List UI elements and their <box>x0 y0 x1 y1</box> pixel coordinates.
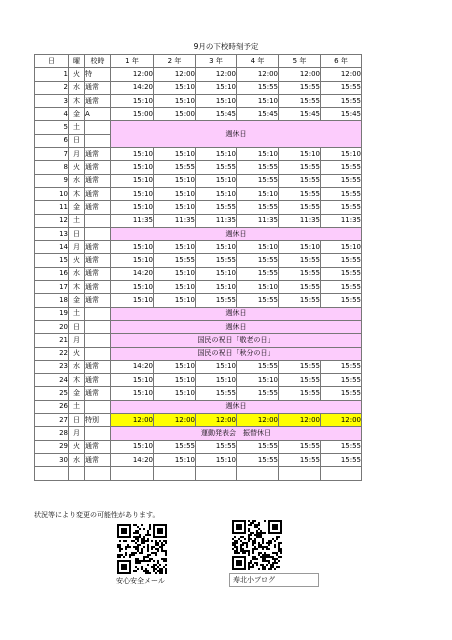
cell-weekday: 日 <box>69 320 85 333</box>
cell-time: 12:00 <box>154 414 196 427</box>
cell-time: 15:10 <box>154 374 196 387</box>
table-row <box>35 161 362 174</box>
cell-time: 15:55 <box>279 81 321 94</box>
cell-period-type <box>85 320 111 333</box>
cell-time: 15:10 <box>154 201 196 214</box>
qr-code-icon[interactable] <box>232 520 282 570</box>
cell-time: 15:55 <box>321 440 362 453</box>
cell-time: 15:10 <box>237 374 279 387</box>
cell-day: 29 <box>35 440 69 453</box>
cell-time: 15:45 <box>321 108 362 121</box>
col-header-day: 日 <box>35 55 69 68</box>
cell-weekday: 金 <box>69 294 85 307</box>
table-row <box>35 360 362 373</box>
cell-time: 15:10 <box>111 161 154 174</box>
cell-time: 15:10 <box>321 148 362 161</box>
cell-time: 15:55 <box>237 387 279 400</box>
cell-weekday: 土 <box>69 400 85 413</box>
cell-weekday: 木 <box>69 281 85 294</box>
cell-time: 15:55 <box>237 174 279 187</box>
col-header-grade1: 1 年 <box>111 55 154 68</box>
cell-time: 12:00 <box>237 414 279 427</box>
table-row <box>35 254 362 267</box>
qr-caption-blog: 寿北小ブログ <box>229 573 319 587</box>
cell-time: 15:55 <box>196 161 237 174</box>
cell-empty <box>69 467 85 480</box>
footnote: 状況等により変更の可能性があります。 <box>34 511 160 519</box>
cell-weekday: 火 <box>69 254 85 267</box>
cell-weekday: 木 <box>69 187 85 200</box>
cell-weekday: 水 <box>69 81 85 94</box>
cell-period-type: 通常 <box>85 187 111 200</box>
cell-time: 15:55 <box>279 360 321 373</box>
cell-period-type: 特 <box>85 68 111 81</box>
cell-note: 週休日 <box>111 320 362 333</box>
cell-time: 11:35 <box>196 214 237 227</box>
cell-weekday: 金 <box>69 387 85 400</box>
cell-weekday: 月 <box>69 427 85 440</box>
cell-note: 週休日 <box>111 307 362 320</box>
cell-day: 2 <box>35 81 69 94</box>
qr-caption-mail: 安心安全メール <box>116 577 165 585</box>
cell-time: 15:55 <box>321 387 362 400</box>
cell-day: 8 <box>35 161 69 174</box>
table-row <box>35 267 362 280</box>
cell-weekday: 金 <box>69 108 85 121</box>
cell-time: 15:55 <box>196 387 237 400</box>
cell-period-type: 通常 <box>85 281 111 294</box>
cell-day: 12 <box>35 214 69 227</box>
cell-empty <box>154 467 196 480</box>
cell-time: 15:55 <box>196 201 237 214</box>
table-row <box>35 400 362 413</box>
cell-time: 15:55 <box>279 267 321 280</box>
cell-empty <box>237 467 279 480</box>
cell-time: 15:10 <box>111 374 154 387</box>
cell-time: 15:55 <box>321 81 362 94</box>
cell-weekday: 火 <box>69 347 85 360</box>
cell-time: 15:55 <box>321 254 362 267</box>
col-header-grade6: 6 年 <box>321 55 362 68</box>
cell-day: 20 <box>35 320 69 333</box>
cell-day: 27 <box>35 414 69 427</box>
cell-time: 15:55 <box>237 267 279 280</box>
cell-time: 15:10 <box>196 174 237 187</box>
header-row <box>35 55 362 68</box>
cell-time: 15:10 <box>111 94 154 107</box>
cell-weekday: 木 <box>69 374 85 387</box>
cell-weekday: 土 <box>69 307 85 320</box>
cell-time: 15:10 <box>196 360 237 373</box>
cell-period-type <box>85 214 111 227</box>
cell-weekday: 土 <box>69 214 85 227</box>
cell-note: 週休日 <box>111 227 362 240</box>
table-row <box>35 121 362 134</box>
cell-weekday: 金 <box>69 201 85 214</box>
table-row <box>35 174 362 187</box>
cell-time: 12:00 <box>321 68 362 81</box>
table-row <box>35 68 362 81</box>
table-row <box>35 94 362 107</box>
cell-empty <box>196 467 237 480</box>
cell-time: 15:10 <box>196 81 237 94</box>
cell-time: 15:10 <box>111 241 154 254</box>
cell-time: 15:55 <box>237 161 279 174</box>
cell-time: 15:55 <box>279 440 321 453</box>
table-row <box>35 281 362 294</box>
cell-time: 12:00 <box>196 414 237 427</box>
schedule-body <box>35 68 362 480</box>
cell-time: 11:35 <box>279 214 321 227</box>
col-header-dow: 曜 <box>69 55 85 68</box>
cell-day: 18 <box>35 294 69 307</box>
cell-time: 15:55 <box>321 187 362 200</box>
cell-time: 15:55 <box>279 387 321 400</box>
table-row <box>35 320 362 333</box>
cell-period-type <box>85 334 111 347</box>
cell-weekday: 水 <box>69 267 85 280</box>
cell-period-type: 通常 <box>85 174 111 187</box>
cell-time: 15:55 <box>321 267 362 280</box>
cell-time: 15:55 <box>321 360 362 373</box>
cell-note: 国民の祝日「敬老の日」 <box>111 334 362 347</box>
cell-time: 15:55 <box>237 360 279 373</box>
cell-period-type: 特別 <box>85 414 111 427</box>
cell-time: 15:10 <box>279 241 321 254</box>
cell-time: 15:10 <box>237 281 279 294</box>
col-header-grade2: 2 年 <box>154 55 196 68</box>
table-row <box>35 294 362 307</box>
table-row <box>35 214 362 227</box>
cell-day: 28 <box>35 427 69 440</box>
cell-time: 15:55 <box>237 201 279 214</box>
cell-period-type: 通常 <box>85 201 111 214</box>
cell-time: 15:10 <box>154 187 196 200</box>
cell-period-type: 通常 <box>85 440 111 453</box>
cell-weekday: 月 <box>69 148 85 161</box>
cell-period-type <box>85 307 111 320</box>
cell-time: 15:00 <box>111 108 154 121</box>
cell-time: 15:55 <box>279 201 321 214</box>
cell-time: 15:45 <box>237 108 279 121</box>
cell-time: 15:10 <box>154 267 196 280</box>
page-title: 9月の下校時刻予定 <box>193 42 259 51</box>
cell-period-type: 通常 <box>85 453 111 466</box>
cell-time: 15:55 <box>279 374 321 387</box>
col-header-period: 校時 <box>85 55 111 68</box>
cell-time: 15:10 <box>154 94 196 107</box>
cell-day: 15 <box>35 254 69 267</box>
cell-weekday: 日 <box>69 414 85 427</box>
cell-period-type: A <box>85 108 111 121</box>
schedule-table <box>34 54 362 481</box>
cell-period-type: 通常 <box>85 294 111 307</box>
cell-weekday: 木 <box>69 94 85 107</box>
cell-time: 15:10 <box>154 281 196 294</box>
cell-time: 15:55 <box>321 281 362 294</box>
cell-time: 15:55 <box>154 254 196 267</box>
cell-time: 15:55 <box>237 453 279 466</box>
cell-time: 12:00 <box>237 68 279 81</box>
cell-period-type: 通常 <box>85 148 111 161</box>
cell-empty <box>321 467 362 480</box>
cell-time: 15:10 <box>111 294 154 307</box>
cell-day: 26 <box>35 400 69 413</box>
cell-weekday: 月 <box>69 241 85 254</box>
col-header-grade3: 3 年 <box>196 55 237 68</box>
cell-time: 15:10 <box>154 174 196 187</box>
cell-period-type <box>85 347 111 360</box>
cell-empty <box>35 467 69 480</box>
cell-time: 12:00 <box>111 68 154 81</box>
cell-weekday: 日 <box>69 227 85 240</box>
cell-time: 15:00 <box>154 108 196 121</box>
table-row-empty <box>35 467 362 480</box>
cell-time: 15:55 <box>237 254 279 267</box>
cell-day: 6 <box>35 134 69 147</box>
table-row <box>35 307 362 320</box>
cell-time: 15:55 <box>279 453 321 466</box>
cell-empty <box>85 467 111 480</box>
table-row <box>35 241 362 254</box>
cell-time: 15:55 <box>279 187 321 200</box>
cell-time: 15:10 <box>154 81 196 94</box>
cell-day: 16 <box>35 267 69 280</box>
cell-period-type <box>85 227 111 240</box>
cell-day: 11 <box>35 201 69 214</box>
qr-code-icon[interactable] <box>117 524 167 574</box>
table-row <box>35 427 362 440</box>
cell-weekday: 月 <box>69 334 85 347</box>
cell-time: 15:10 <box>196 374 237 387</box>
cell-day: 1 <box>35 68 69 81</box>
cell-period-type: 通常 <box>85 94 111 107</box>
cell-time: 14:20 <box>111 81 154 94</box>
cell-period-type: 通常 <box>85 360 111 373</box>
cell-time: 15:10 <box>237 187 279 200</box>
cell-time: 15:10 <box>111 148 154 161</box>
cell-time: 15:10 <box>237 94 279 107</box>
cell-time: 15:55 <box>279 161 321 174</box>
cell-time: 15:10 <box>196 148 237 161</box>
table-row <box>35 334 362 347</box>
cell-period-type: 通常 <box>85 81 111 94</box>
cell-day: 4 <box>35 108 69 121</box>
cell-time: 12:00 <box>321 414 362 427</box>
cell-period-type <box>85 134 111 147</box>
cell-day: 24 <box>35 374 69 387</box>
cell-time: 15:10 <box>237 148 279 161</box>
cell-weekday: 水 <box>69 360 85 373</box>
cell-time: 15:10 <box>111 174 154 187</box>
cell-time: 15:10 <box>111 281 154 294</box>
table-row <box>35 81 362 94</box>
col-header-grade5: 5 年 <box>279 55 321 68</box>
cell-time: 15:10 <box>111 387 154 400</box>
cell-time: 12:00 <box>279 414 321 427</box>
cell-time: 15:55 <box>321 174 362 187</box>
cell-day: 9 <box>35 174 69 187</box>
cell-time: 15:55 <box>279 281 321 294</box>
cell-time: 15:10 <box>154 148 196 161</box>
table-row <box>35 347 362 360</box>
cell-day: 17 <box>35 281 69 294</box>
cell-day: 30 <box>35 453 69 466</box>
cell-time: 15:55 <box>237 440 279 453</box>
cell-day: 25 <box>35 387 69 400</box>
table-row <box>35 374 362 387</box>
cell-time: 12:00 <box>154 68 196 81</box>
cell-day: 10 <box>35 187 69 200</box>
cell-weekday: 日 <box>69 134 85 147</box>
cell-time: 15:10 <box>111 440 154 453</box>
cell-time: 11:35 <box>321 214 362 227</box>
cell-time: 15:55 <box>196 254 237 267</box>
cell-time: 15:55 <box>321 201 362 214</box>
cell-time: 14:20 <box>111 360 154 373</box>
cell-time: 15:10 <box>196 281 237 294</box>
cell-day: 23 <box>35 360 69 373</box>
cell-period-type: 通常 <box>85 241 111 254</box>
cell-time: 15:10 <box>196 267 237 280</box>
cell-period-type: 通常 <box>85 161 111 174</box>
cell-time: 15:45 <box>196 108 237 121</box>
cell-time: 11:35 <box>154 214 196 227</box>
cell-weekday: 火 <box>69 161 85 174</box>
cell-time: 15:10 <box>154 294 196 307</box>
cell-time: 15:55 <box>279 174 321 187</box>
cell-time: 15:55 <box>237 81 279 94</box>
cell-period-type: 通常 <box>85 387 111 400</box>
cell-time: 12:00 <box>279 68 321 81</box>
cell-time: 15:10 <box>154 241 196 254</box>
table-row <box>35 201 362 214</box>
cell-day: 21 <box>35 334 69 347</box>
table-row <box>35 453 362 466</box>
cell-time: 12:00 <box>111 414 154 427</box>
cell-note: 週休日 <box>111 121 362 148</box>
cell-time: 15:10 <box>196 453 237 466</box>
cell-period-type <box>85 121 111 134</box>
cell-weekday: 火 <box>69 68 85 81</box>
cell-time: 15:55 <box>154 440 196 453</box>
cell-day: 19 <box>35 307 69 320</box>
cell-note: 運動発表会 振替休日 <box>111 427 362 440</box>
table-row <box>35 108 362 121</box>
cell-period-type: 通常 <box>85 254 111 267</box>
table-row <box>35 387 362 400</box>
cell-time: 11:35 <box>111 214 154 227</box>
cell-time: 15:55 <box>196 294 237 307</box>
cell-day: 5 <box>35 121 69 134</box>
cell-day: 13 <box>35 227 69 240</box>
cell-day: 3 <box>35 94 69 107</box>
table-row <box>35 148 362 161</box>
table-row <box>35 414 362 427</box>
cell-time: 15:10 <box>154 453 196 466</box>
cell-weekday: 水 <box>69 453 85 466</box>
cell-time: 11:35 <box>237 214 279 227</box>
cell-day: 22 <box>35 347 69 360</box>
cell-time: 15:55 <box>321 453 362 466</box>
cell-time: 15:55 <box>279 254 321 267</box>
cell-time: 15:10 <box>154 360 196 373</box>
cell-time: 15:55 <box>321 161 362 174</box>
cell-empty <box>111 467 154 480</box>
cell-time: 15:55 <box>321 94 362 107</box>
cell-time: 15:10 <box>111 254 154 267</box>
cell-time: 14:20 <box>111 453 154 466</box>
cell-time: 15:55 <box>237 294 279 307</box>
cell-time: 15:10 <box>237 241 279 254</box>
cell-time: 15:10 <box>321 241 362 254</box>
table-row <box>35 440 362 453</box>
cell-note: 国民の祝日「秋分の日」 <box>111 347 362 360</box>
cell-time: 15:10 <box>196 241 237 254</box>
cell-time: 15:55 <box>279 294 321 307</box>
cell-period-type: 通常 <box>85 267 111 280</box>
cell-period-type <box>85 427 111 440</box>
cell-period-type: 通常 <box>85 374 111 387</box>
cell-empty <box>279 467 321 480</box>
cell-day: 14 <box>35 241 69 254</box>
cell-time: 12:00 <box>196 68 237 81</box>
cell-time: 15:10 <box>279 148 321 161</box>
cell-day: 7 <box>35 148 69 161</box>
cell-weekday: 水 <box>69 174 85 187</box>
cell-time: 15:10 <box>154 387 196 400</box>
col-header-grade4: 4 年 <box>237 55 279 68</box>
cell-time: 15:10 <box>196 94 237 107</box>
cell-time: 15:10 <box>196 187 237 200</box>
cell-period-type <box>85 400 111 413</box>
cell-time: 15:10 <box>111 187 154 200</box>
cell-time: 15:55 <box>321 374 362 387</box>
cell-time: 15:55 <box>154 161 196 174</box>
table-row <box>35 187 362 200</box>
table-row <box>35 227 362 240</box>
cell-time: 15:55 <box>196 440 237 453</box>
cell-time: 14:20 <box>111 267 154 280</box>
cell-time: 15:45 <box>279 108 321 121</box>
cell-time: 15:55 <box>321 294 362 307</box>
cell-time: 15:10 <box>111 201 154 214</box>
cell-weekday: 土 <box>69 121 85 134</box>
cell-note: 週休日 <box>111 400 362 413</box>
cell-time: 15:55 <box>279 94 321 107</box>
cell-weekday: 火 <box>69 440 85 453</box>
